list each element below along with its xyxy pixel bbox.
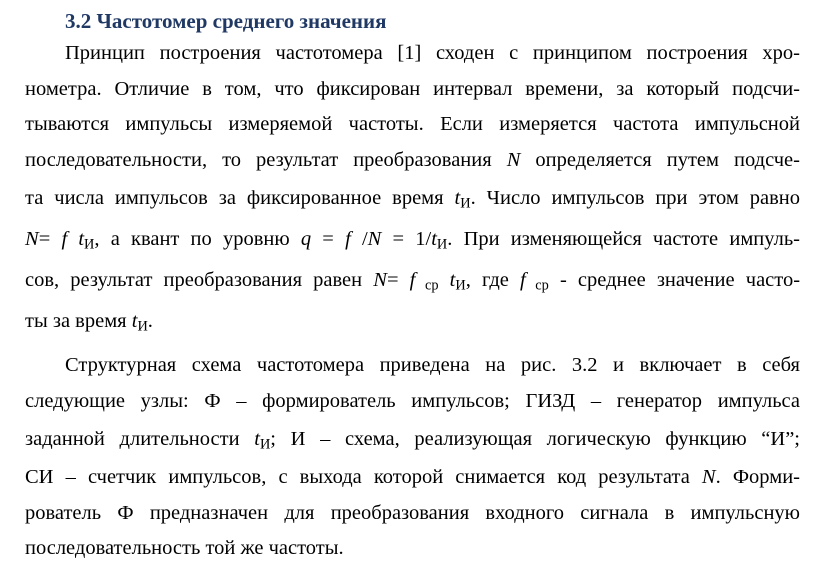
text-line: та числа импульсов за фиксированное время $t_И$. Число импульсов при этом равно (25, 187, 800, 212)
text-line: сов, результат преобразования равен N= f $_{ср}$ $t_И$, где f $_{ср}$ - среднее значение часто- (25, 269, 801, 294)
text-line: последовательности, то результат преобразования N определяется путем подсче- (25, 148, 800, 171)
paragraph-structure (25, 348, 800, 567)
text-line: ты за время $t_И$. (25, 310, 153, 335)
section-heading: 3.2 Частотомер среднего значения (65, 9, 387, 33)
text-line: рователь Ф предназначен для преобразования входного сигнала в импульсную (25, 501, 800, 524)
text-line: Структурная схема частотомера приведена на рис. 3.2 и включает в себя (65, 354, 800, 376)
text-line: СИ – счетчик импульсов, с выхода которой снимается код результата N. Форми- (25, 466, 800, 488)
text-line: тываются импульсы измеряемой частоты. Если измеряется частота импульсной (25, 113, 800, 135)
paragraph-principle (25, 36, 800, 342)
text-line: заданной длительности $t_И$; И – схема, реализующая логическую функцию “И”; (25, 428, 800, 453)
text-line: нометра. Отличие в том, что фиксирован интервал времени, за который подсчи- (25, 77, 800, 100)
document-page (25, 6, 800, 567)
text-line: N= f $t_И$, а квант по уровню q = f $/N = 1/t_И$. При изменяющейся частоте импуль- (25, 228, 801, 253)
text-line: Принцип построения частотомера [1] сходен с принципом построения хро- (65, 42, 800, 64)
text-line: последовательность той же частоты. (25, 537, 344, 559)
text-line: следующие узлы: Ф – формирователь импульсов; ГИЗД – генератор импульса (25, 389, 800, 412)
